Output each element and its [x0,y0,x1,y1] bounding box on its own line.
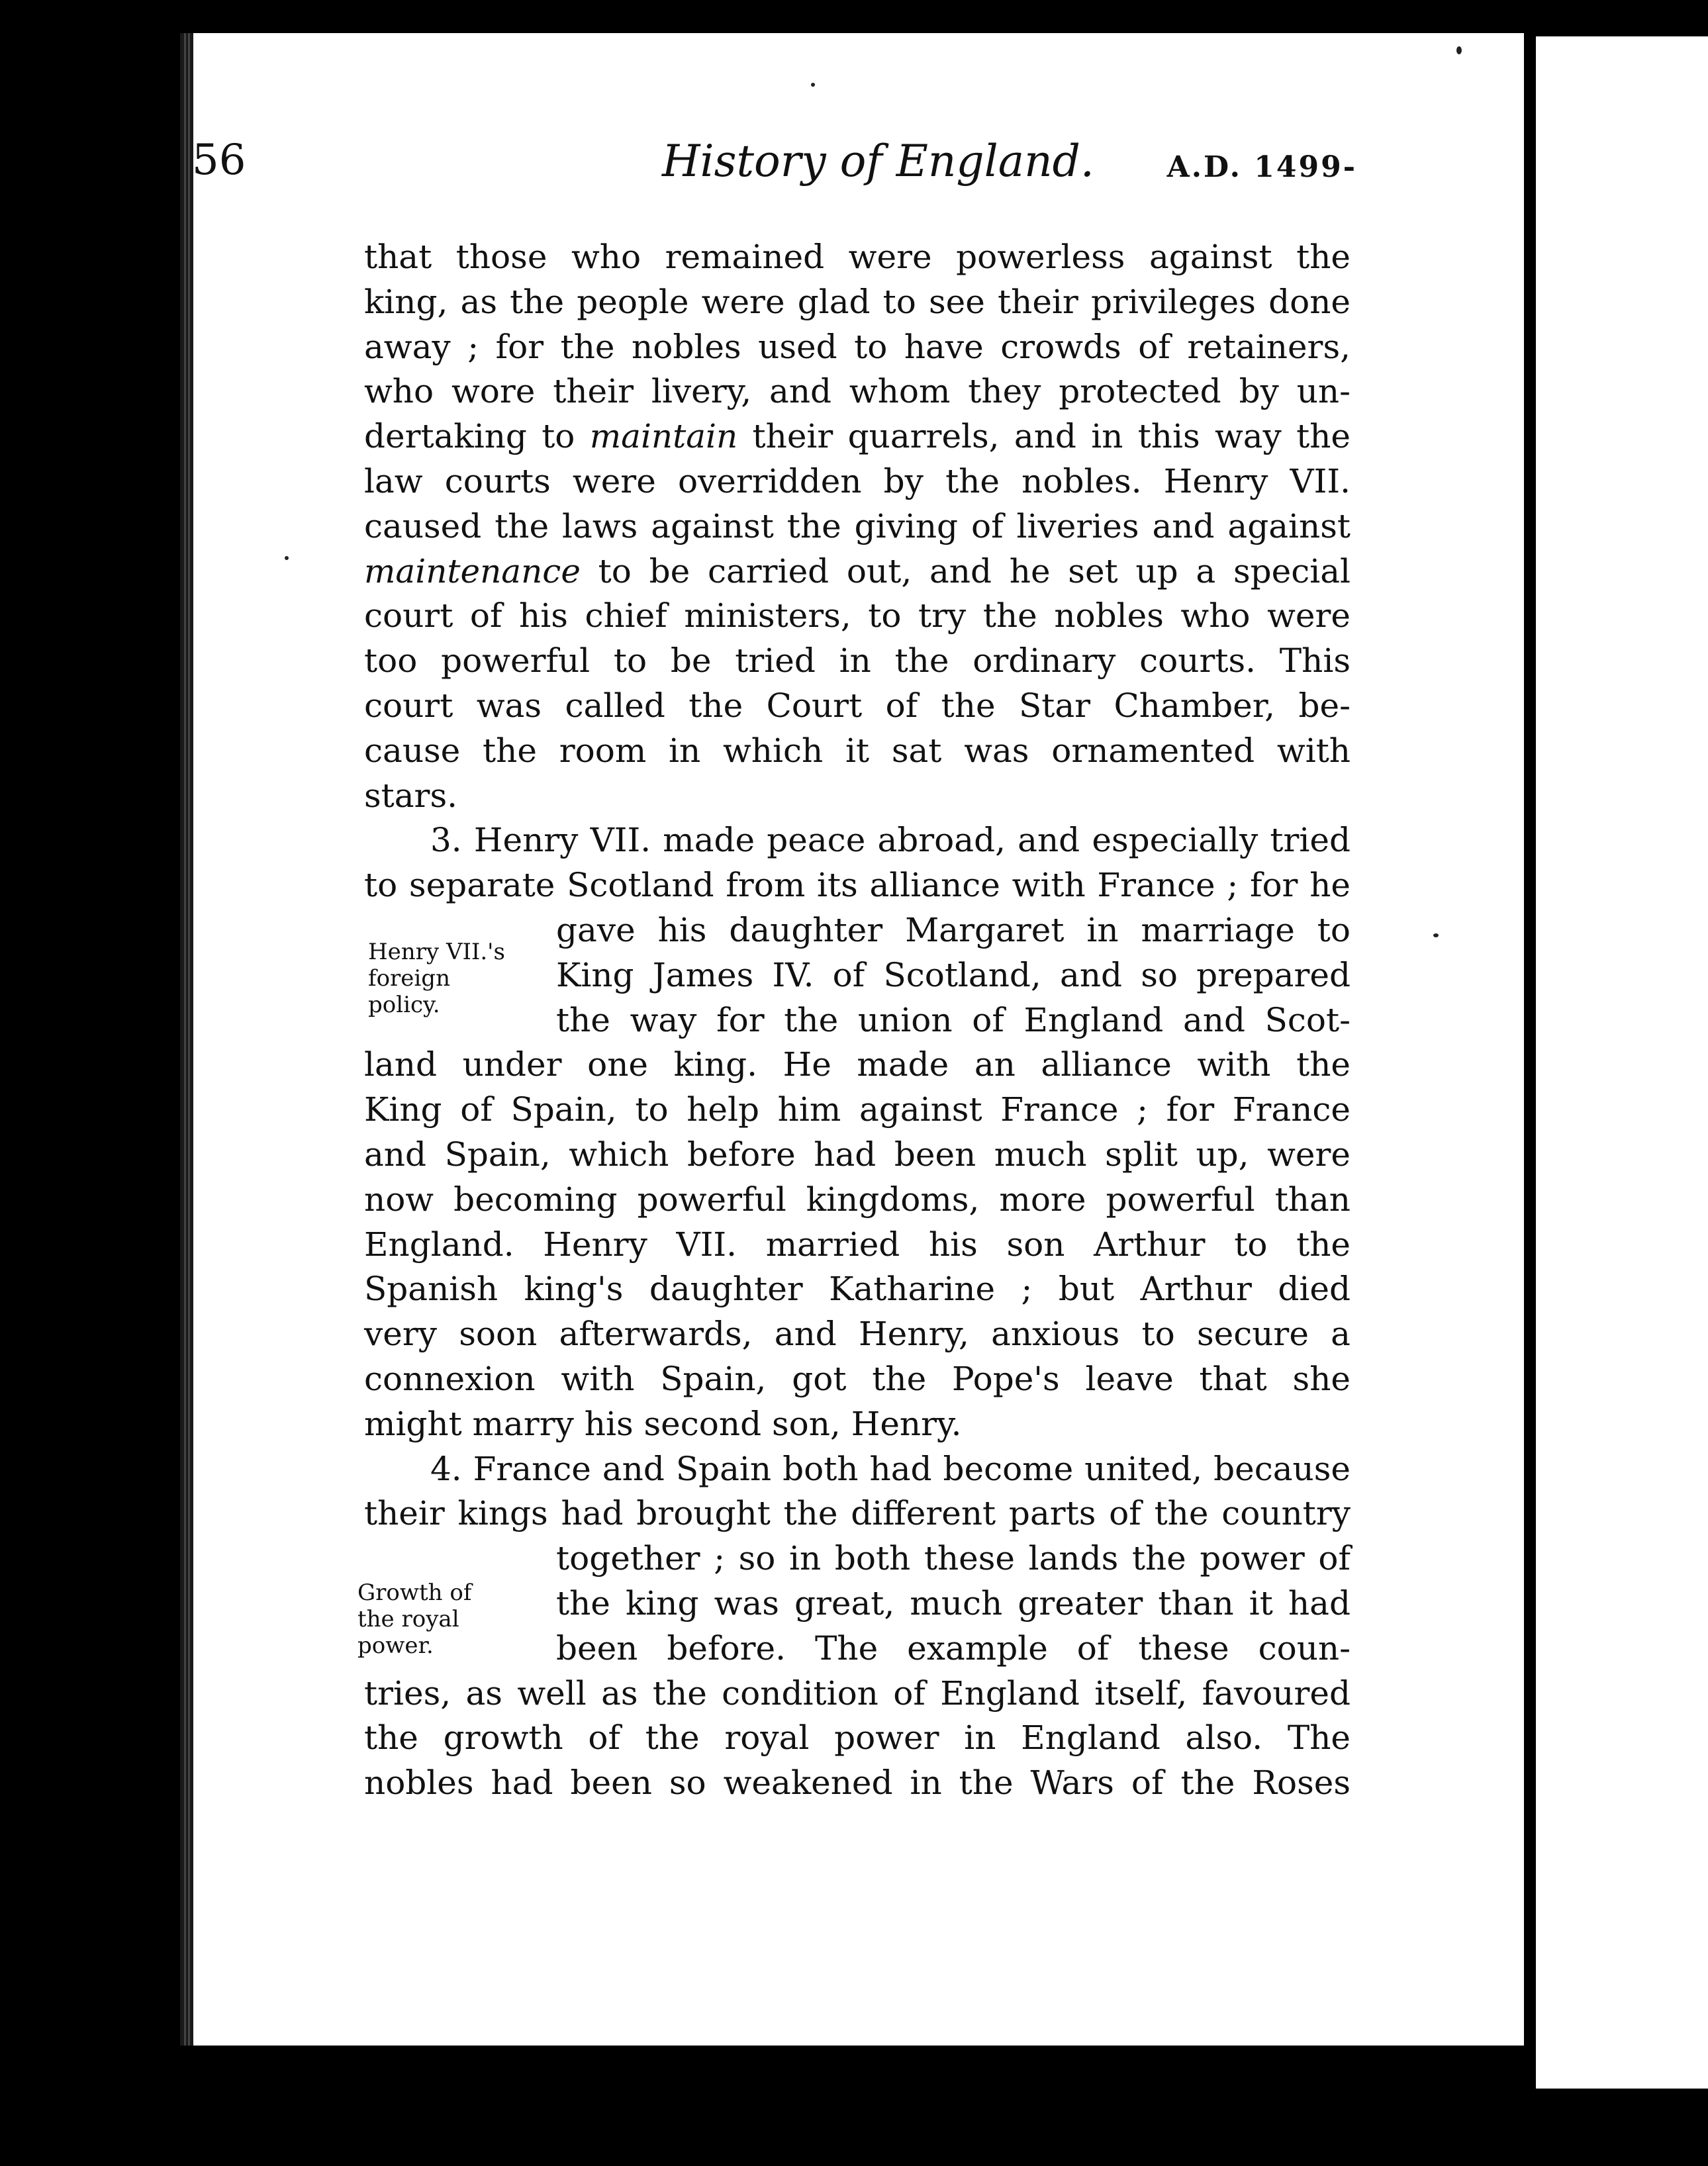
sidenote-line: the royal [357,1606,459,1632]
text-line: who wore their livery, and whom they protected by un- [364,372,1351,411]
scan-speck [811,83,815,87]
text-line: and Spain, which before had been much split up, were [364,1135,1351,1174]
facing-page-edge [1536,36,1708,2089]
text-line: King of Spain, to help him against France ; for France [364,1090,1351,1129]
italic-term: maintenance [364,551,581,590]
text-line: that those who remained were powerless against the [364,238,1351,276]
text-line: King James IV. of Scotland, and so prepared [556,955,1351,994]
text-line: court was called the Court of the Star Chamber, be- [364,686,1351,725]
text-line: together ; so in both these lands the power of [556,1539,1351,1578]
sidenote-foreign-policy [368,939,505,1018]
text-line: court of his chief ministers, to try the nobles who were [364,596,1351,636]
body-text [364,235,1351,1806]
text-line: nobles had been so weakened in the Wars of the Roses [364,1764,1351,1803]
text-line: their kings had brought the different parts of the country [364,1494,1351,1533]
text-line: might marry his second son, Henry. [364,1404,962,1443]
text-line: the king was great, much greater than it had [556,1583,1351,1623]
italic-term: maintain [589,417,738,456]
text-line: the growth of the royal power in England also. The [364,1719,1351,1758]
text-line: caused the laws against the giving of liveries and against [364,506,1351,545]
text-line: connexion with Spain, got the Pope's leave that she [364,1359,1351,1398]
text-line: to separate Scotland from its alliance with France ; for he [364,866,1351,905]
scan-speck [1433,933,1439,937]
text-line: England. Henry VII. married his son Arthur to the [364,1225,1351,1264]
sidenote-line: policy. [368,992,440,1018]
text-line: too powerful to be tried in the ordinary courts. This [364,641,1351,681]
page-number: 56 [192,136,246,185]
text-line: very soon afterwards, and Henry, anxious to secure a [364,1315,1351,1354]
page-edge-line [188,33,190,2046]
text-line: land under one king. He made an alliance with the [364,1045,1351,1084]
paragraph-3-start: 3. Henry VII. made peace abroad, and especially tried [430,821,1351,860]
text-line: tries, as well as the condition of England itself, favoured [364,1673,1351,1713]
text-line: Spanish king's daughter Katharine ; but Arthur died [364,1270,1351,1309]
text-line: cause the room in which it sat was ornamented with [364,731,1351,770]
running-title: History of England. [662,136,1094,187]
text-line: dertaking to maintain their quarrels, and in this way the [364,417,1351,456]
sidenote-line: power. [357,1632,434,1659]
text-line: law courts were overridden by the nobles. Henry VII. [364,461,1351,500]
sidenote-line: Henry VII.'s [368,939,505,965]
scan-speck [1456,46,1462,54]
scan-speck [285,556,289,560]
text-line: now becoming powerful kingdoms, more powerful than [364,1180,1351,1219]
page-edge-line [184,33,186,2046]
running-head [192,136,1357,195]
sidenote-line: foreign [368,965,450,992]
text-line: the way for the union of England and Scot- [556,1000,1351,1039]
text-line: away ; for the nobles used to have crowds of retainers, [364,327,1351,366]
text-line: been before. The example of these coun- [556,1628,1351,1668]
text-line: king, as the people were glad to see their privileges done [364,282,1351,321]
text-line: stars. [364,776,458,815]
paragraph-4-start: 4. France and Spain both had become united, because [430,1449,1351,1488]
sidenote-royal-power [357,1579,471,1659]
text-line: gave his daughter Margaret in marriage to [556,910,1351,949]
sidenote-line: Growth of [357,1579,472,1606]
text-line: maintenance to be carried out, and he set up a special [364,551,1351,590]
running-year: A.D. 1499- [1166,150,1357,184]
